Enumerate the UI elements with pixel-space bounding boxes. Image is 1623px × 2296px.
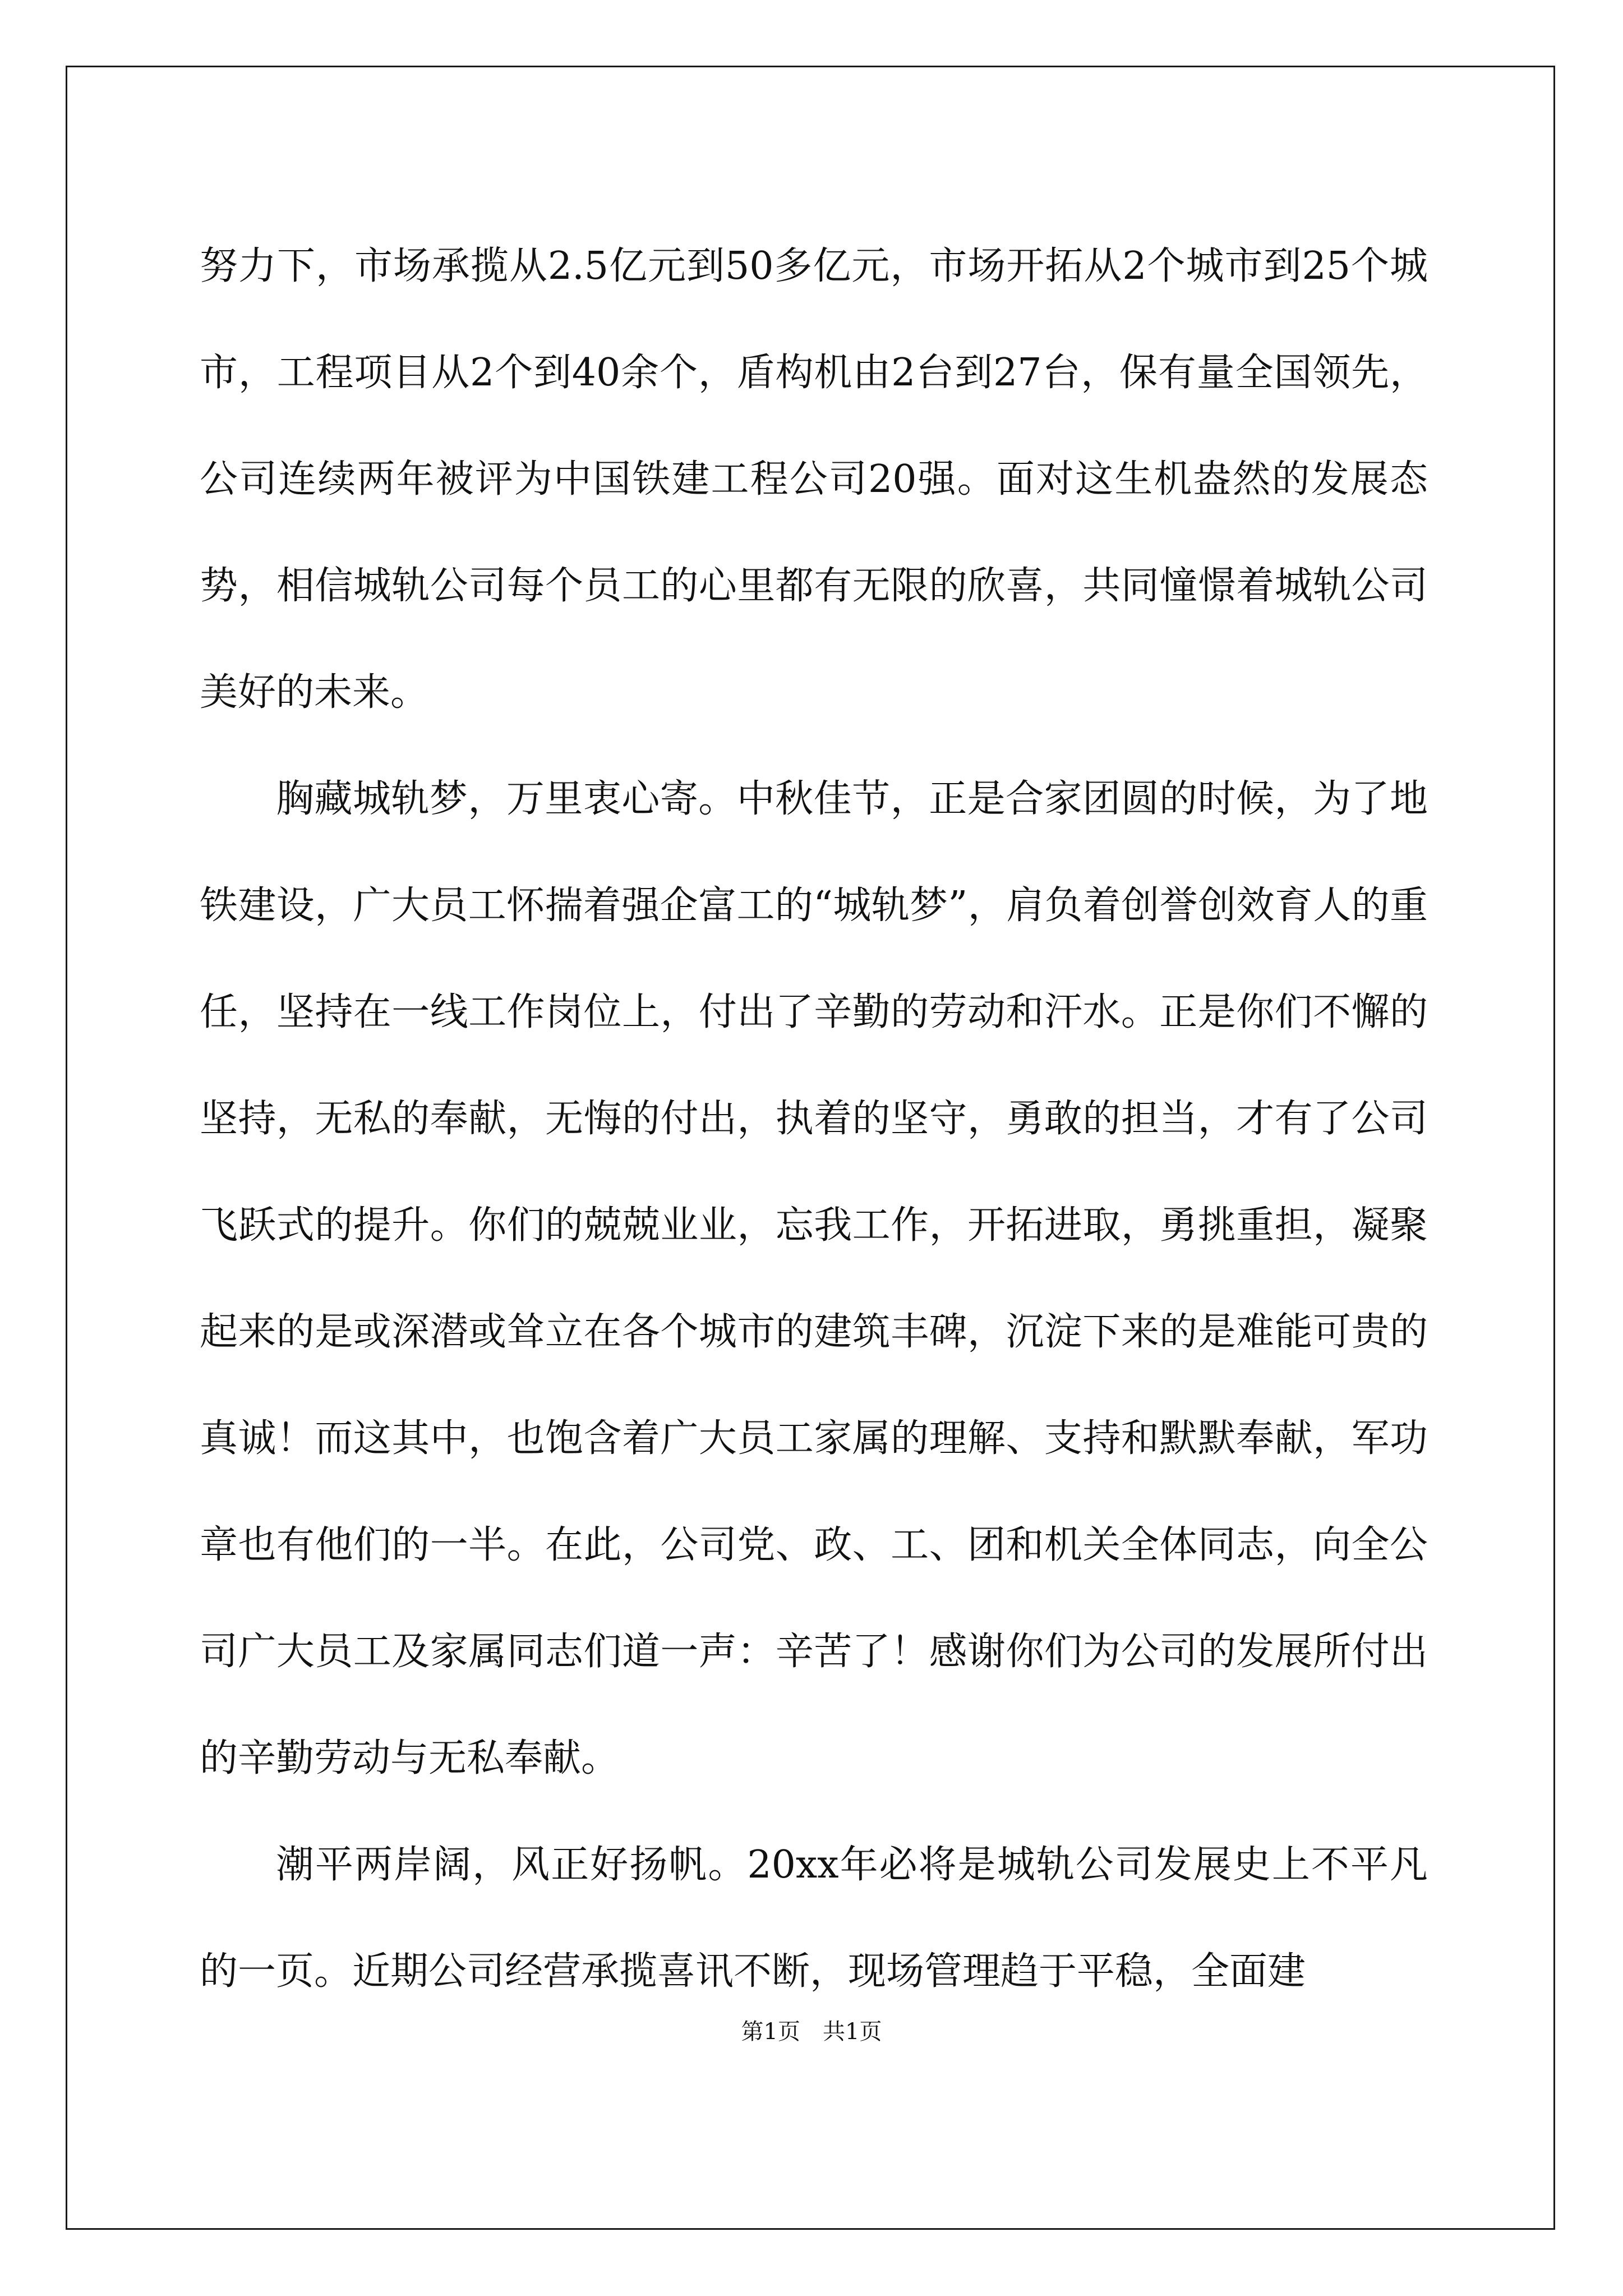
paragraph-3: 潮平两岸阔，风正好扬帆。20xx年必将是城轨公司发展史上不平凡的一页。近期公司经营承揽喜讯不断，现场管理趋于平稳，全面建 [200,1843,1428,1994]
paragraph-2: 胸藏城轨梦，万里衷心寄。中秋佳节，正是合家团圆的时候，为了地铁建设，广大员工怀揣着强企富工的“城轨梦”，肩负着创誉创效育人的重任，坚持在一线工作岗位上，付出了辛勤的劳动和汗水。正是你们不懈的坚持，无私的奉献，无悔的付出，执着的坚守，勇敢的担当，才有了公司飞跃式的提升。你们的兢兢业业，忘我工作，开拓进取，勇挑重担，凝聚起来的是或深潜或耸立在各个城市的建筑丰碑，沉淀下来的是难能可贵的真诚！而这其中，也饱含着广大员工家属的理解、支持和默默奉献，军功章也有他们的一半。在此，公司党、政、工、团和机关全体同志，向全公司广大员工及家属同志们道一声：辛苦了！感谢你们为公司的发展所付出的辛勤劳动与无私奉献。 [200,777,1428,1780]
paragraph-1: 努力下，市场承揽从2.5亿元到50多亿元，市场开拓从2个城市到25个城市，工程项目从2个到40余个，盾构机由2台到27台，保有量全国领先，公司连续两年被评为中国铁建工程公司20强。面对这生机盎然的发展态势，相信城轨公司每个员工的心里都有无限的欣喜，共同憧憬着城轨公司美好的未来。 [200,244,1428,715]
document-body [200,213,1428,2025]
page-footer: 第1页 共1页 [741,2019,882,2045]
